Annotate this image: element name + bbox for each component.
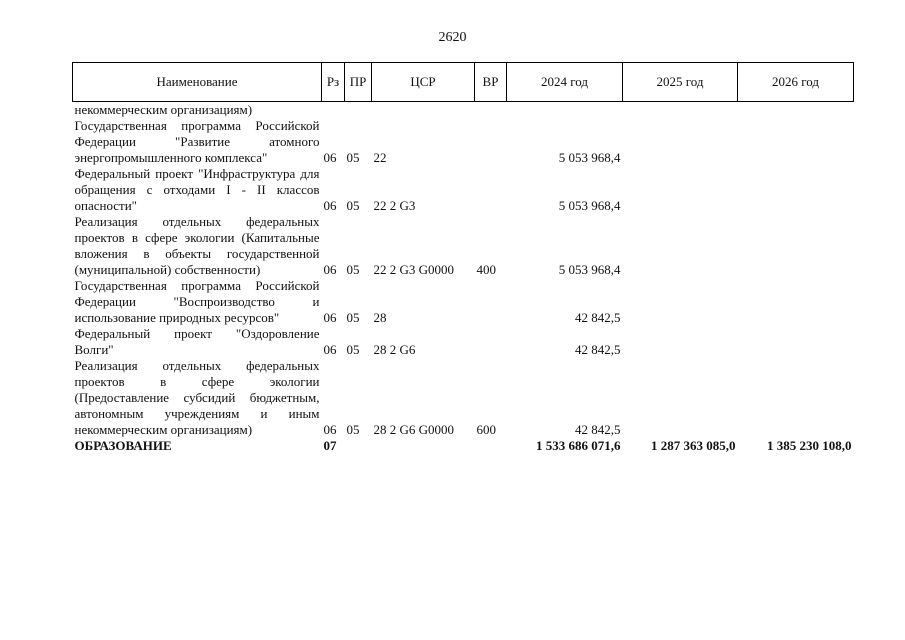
row-pr: 05: [346, 310, 360, 325]
row-2024: 5 053 968,4: [558, 150, 621, 165]
row-2026: [738, 278, 854, 326]
row-2024: 42 842,5: [575, 422, 621, 437]
row-csr: 28 2 G6: [373, 342, 416, 357]
header-name: Наименование: [73, 63, 322, 102]
row-pr: 05: [346, 198, 360, 213]
page-number: 2620: [438, 30, 467, 45]
row-2025: [623, 118, 738, 166]
table-row: [73, 326, 854, 358]
row-pr: 05: [346, 262, 360, 277]
budget-table: [72, 62, 854, 454]
row-csr: 22 2 G3 G0000: [373, 262, 455, 277]
row-2024: 42 842,5: [575, 310, 621, 325]
table-header-row: [73, 63, 854, 102]
row-2026: [738, 214, 854, 278]
row-rz: 06: [323, 422, 337, 437]
header-vr: ВР: [475, 63, 507, 102]
row-2024: 5 053 968,4: [558, 198, 621, 213]
header-pr: ПР: [345, 63, 372, 102]
table-row: [73, 214, 854, 278]
row-name: Федеральный проект "Оздоровление Волги": [74, 326, 320, 357]
row-2026: [738, 326, 854, 358]
row-name: Реализация отдельных федеральных проектов в сфере экологии (Капитальные вложения в объекты государственной (муниципальной) собственности): [74, 214, 320, 277]
table-row: [73, 118, 854, 166]
row-rz: 06: [323, 310, 337, 325]
table-row: [73, 358, 854, 438]
row-2026: 1 385 230 108,0: [767, 438, 852, 453]
row-csr: [372, 438, 475, 454]
row-rz: 07: [323, 438, 337, 453]
header-2026: 2026 год: [738, 63, 854, 102]
header-rz: Рз: [322, 63, 345, 102]
header-csr: ЦСР: [372, 63, 475, 102]
row-2026: [738, 118, 854, 166]
table-row: [73, 278, 854, 326]
row-vr: [475, 102, 507, 119]
row-name: Федеральный проект "Инфраструктура для обращения с отходами I - II классов опасности": [74, 166, 320, 213]
row-name: Государственная программа Российской Федерации "Развитие атомного энергопромышленного комплекса": [74, 118, 320, 165]
row-vr: 400: [476, 262, 496, 277]
row-csr: 22: [373, 150, 387, 165]
row-2024: 42 842,5: [575, 342, 621, 357]
row-2025: 1 287 363 085,0: [651, 438, 736, 453]
row-pr: [345, 438, 372, 454]
row-rz: 06: [323, 198, 337, 213]
row-vr: 600: [476, 422, 496, 437]
row-rz: 06: [323, 262, 337, 277]
row-pr: 05: [346, 422, 360, 437]
row-csr: 22 2 G3: [373, 198, 416, 213]
row-pr: 05: [346, 342, 360, 357]
row-2024: [507, 102, 623, 119]
row-2026: [738, 358, 854, 438]
row-vr: [475, 438, 507, 454]
row-vr: [475, 326, 507, 358]
row-csr: 28 2 G6 G0000: [373, 422, 455, 437]
row-pr: 05: [346, 150, 360, 165]
row-name: Государственная программа Российской Федерации "Воспроизводство и использование природных ресурсов": [74, 278, 320, 325]
row-name: некоммерческим организациям): [74, 102, 253, 117]
table-row: [73, 166, 854, 214]
row-rz: 06: [323, 342, 337, 357]
row-2024: 1 533 686 071,6: [536, 438, 621, 453]
header-2024: 2024 год: [507, 63, 623, 102]
row-vr: [475, 166, 507, 214]
row-vr: [475, 118, 507, 166]
row-2025: [623, 102, 738, 119]
table-row-total: [73, 438, 854, 454]
row-2026: [738, 102, 854, 119]
row-name: ОБРАЗОВАНИЕ: [74, 438, 172, 453]
row-csr: [372, 102, 475, 119]
row-vr: [475, 278, 507, 326]
row-2025: [623, 326, 738, 358]
row-csr: 28: [373, 310, 387, 325]
row-name: Реализация отдельных федеральных проектов в сфере экологии (Предоставление субсидий бюджетным, автономным учреждениям и иным некоммерческим организациям): [74, 358, 320, 437]
row-2025: [623, 278, 738, 326]
row-2025: [623, 214, 738, 278]
header-2025: 2025 год: [623, 63, 738, 102]
row-2026: [738, 166, 854, 214]
table-row: [73, 102, 854, 119]
row-rz: 06: [323, 150, 337, 165]
row-2025: [623, 358, 738, 438]
row-pr: [345, 102, 372, 119]
row-2024: 5 053 968,4: [558, 262, 621, 277]
row-rz: [322, 102, 345, 119]
row-2025: [623, 166, 738, 214]
